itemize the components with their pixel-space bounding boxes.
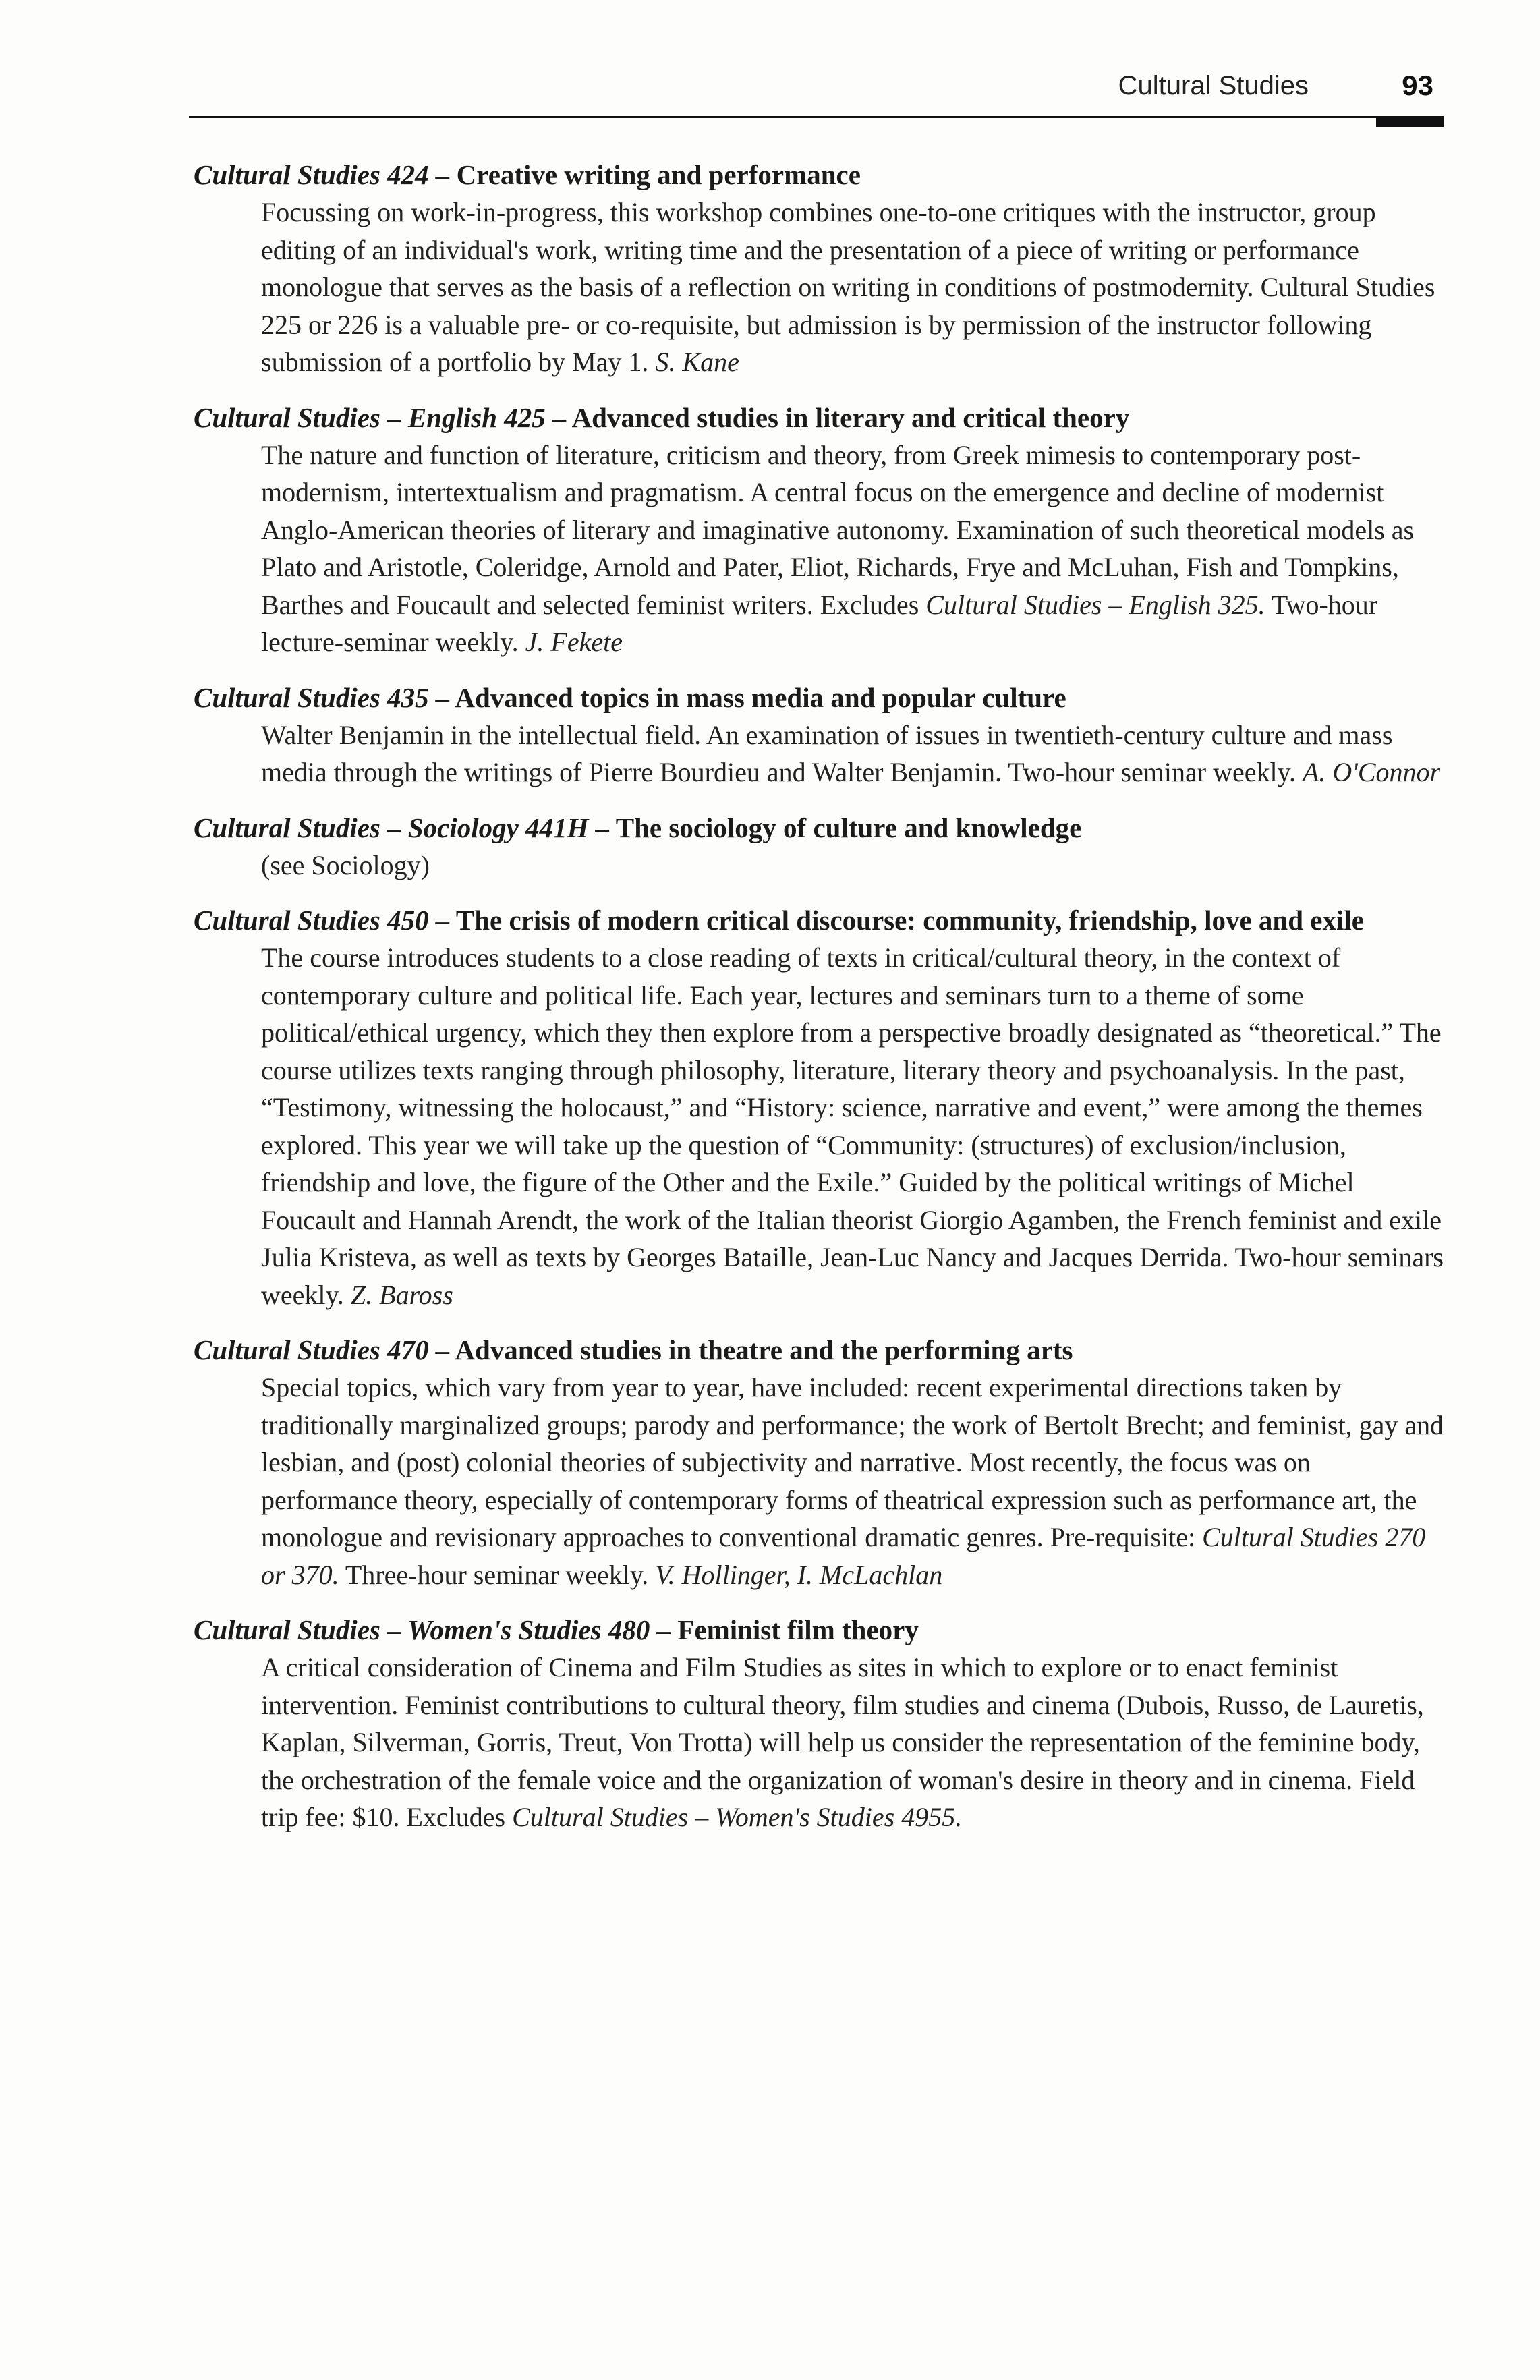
- description-text: Walter Benjamin in the intellectual field. An examination of issues in twentieth-century culture and mass media through the writings of Pierre Bourdieu and Walter Benjamin. Two-hour seminar weekly.: [261, 719, 1393, 787]
- description-text: The nature and function of literature, criticism and theory, from Greek mimesis to contemporary post-modernism, intertextualism and pragmatism. A central focus on the emergence and decline of modernist Anglo-American theories of literary and imaginative autonomy. Examination of such theoretical models as Plato and Aristotle, Coleridge, Arnold and Pater, Eliot, Richards, Frye and McLuhan, Fish and Tompkins, Barthes and Foucault and selected feminist writers. Excludes: [261, 439, 1415, 620]
- course-entry-424: [194, 157, 1448, 381]
- course-title: [194, 902, 1448, 939]
- course-entry-435: [194, 679, 1448, 791]
- description-text: The course introduces students to a close reading of texts in critical/cultural theory, in the context of contemporary culture and political life. Each year, lectures and seminars turn to a theme of some political/ethical urgency, which they then explore from a perspective broadly designated as “theoretical.” The course utilizes texts ranging through philosophy, literature, literary theory and psychoanalysis. In the past, “Testimony, witnessing the holocaust,” and “History: science, narrative and event,” were among the themes explored. This year we will take up the question of “Community: (structures) of exclusion/inclusion, friendship and love, the figure of the Other and the Exile.” Guided by the political writings of Michel Foucault and Hannah Arendt, the work of the Italian theorist Giorgio Agamben, the French feminist and exile Julia Kristeva, as well as texts by Georges Bataille, Jean-Luc Nancy and Jacques Derrida. Two-hour seminars weekly.: [261, 942, 1444, 1310]
- course-entry-470: [194, 1332, 1448, 1593]
- instructor: Z. Baross: [350, 1279, 453, 1310]
- header-rule: [189, 116, 1444, 118]
- course-name: Feminist film theory: [677, 1614, 919, 1645]
- course-description: [261, 939, 1448, 1313]
- course-code: Cultural Studies 424 –: [194, 159, 450, 190]
- instructor: V. Hollinger, I. McLachlan: [655, 1559, 943, 1590]
- course-name: The crisis of modern critical discourse: community, friendship, love and exile: [455, 905, 1364, 936]
- description-text: (see Sociology): [261, 849, 430, 880]
- course-code: Cultural Studies 470 –: [194, 1334, 450, 1365]
- course-code: Cultural Studies 435 –: [194, 681, 450, 713]
- course-name: Advanced topics in mass media and popular culture: [455, 681, 1066, 713]
- prerequisite-reference: Cultural Studies 270 or 370.: [261, 1522, 1426, 1590]
- course-entry-441h: [194, 810, 1448, 884]
- course-name: Creative writing and performance: [456, 159, 861, 190]
- course-code: Cultural Studies 450 –: [194, 905, 450, 936]
- course-description: [261, 194, 1448, 381]
- course-entry-425: [194, 399, 1448, 661]
- running-title: Cultural Studies: [1118, 71, 1309, 101]
- course-list: [194, 157, 1448, 1854]
- exclusion-reference: Cultural Studies – Women's Studies 4955.: [512, 1802, 963, 1832]
- description-text: Focussing on work-in-progress, this workshop combines one-to-one critiques with the instructor, group editing of an individual's work, writing time and the presentation of a piece of writing or performance monologue that serves as the basis of a reflection on writing in conditions of postmodernity. Cultural Studies 225 or 226 is a valuable pre- or co-requisite, but admission is by permission of the instructor following submission of a portfolio by May 1.: [261, 197, 1435, 377]
- course-title: [194, 1332, 1448, 1369]
- course-title: [194, 1612, 1448, 1649]
- course-name: Advanced studies in literary and critical theory: [571, 401, 1130, 433]
- page-header: [189, 64, 1444, 118]
- course-name: The sociology of culture and knowledge: [615, 812, 1082, 843]
- format-text: Three-hour seminar weekly.: [345, 1559, 649, 1590]
- exclusion-reference: Cultural Studies – English 325.: [925, 589, 1265, 620]
- instructor: A. O'Connor: [1302, 757, 1441, 787]
- course-description: [261, 847, 1448, 884]
- course-description: [261, 1649, 1448, 1836]
- course-description: [261, 716, 1448, 791]
- course-description: [261, 436, 1448, 661]
- course-title: [194, 810, 1448, 847]
- instructor: S. Kane: [655, 347, 739, 377]
- course-description: [261, 1369, 1448, 1593]
- course-code: Cultural Studies – Women's Studies 480 –: [194, 1614, 671, 1645]
- course-title: [194, 679, 1448, 716]
- course-code: Cultural Studies – English 425 –: [194, 401, 567, 433]
- course-entry-450: [194, 902, 1448, 1313]
- format-text: Two-hour lecture-seminar weekly.: [261, 589, 1378, 657]
- course-title: [194, 157, 1448, 194]
- instructor: J. Fekete: [525, 627, 623, 657]
- course-name: Advanced studies in theatre and the performing arts: [455, 1334, 1073, 1365]
- page-number: 93: [1402, 69, 1433, 101]
- description-text: Special topics, which vary from year to year, have included: recent experimental directions taken by traditionally marginalized groups; parody and performance; the work of Bertolt Brecht; and feminist, gay and lesbian, and (post) colonial theories of subjectivity and narrative. Most recently, the focus was on performance theory, especially of contemporary forms of theatrical expression such as performance art, the monologue and revisionary approaches to conventional dramatic genres. Pre-requisite:: [261, 1372, 1444, 1552]
- course-entry-480: [194, 1612, 1448, 1836]
- course-code: Cultural Studies – Sociology 441H –: [194, 812, 610, 843]
- description-text: A critical consideration of Cinema and Film Studies as sites in which to explore or to enact feminist intervention. Feminist contributions to cultural theory, film studies and cinema (Dubois, Russo, de Lauretis, Kaplan, Silverman, Gorris, Treut, Von Trotta) will help us consider the representation of the feminine body, the orchestration of the female voice and the organization of woman's desire in theory and in cinema. Field trip fee: $10. Excludes: [261, 1652, 1424, 1832]
- course-title: [194, 399, 1448, 436]
- header-rule-tab: [1376, 116, 1444, 127]
